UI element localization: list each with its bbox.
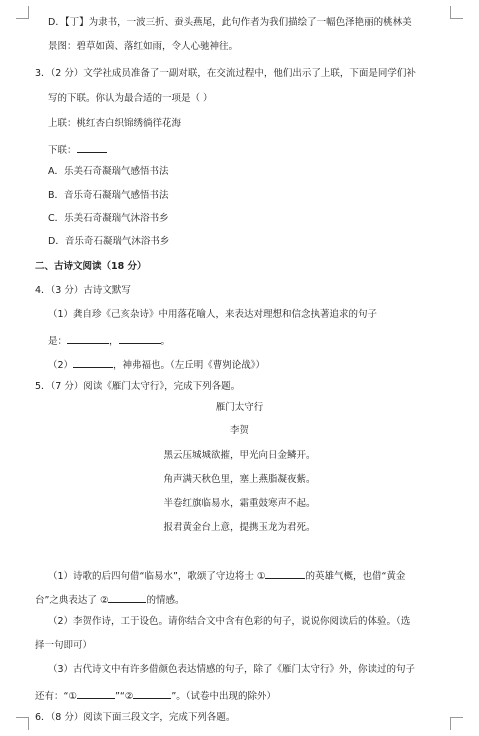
q4-part2-text: ，神弗福也。（左丘明《曹刿论战》） [113,360,266,371]
q4-part1-period: 。 [160,336,171,347]
q3-stem-line2: 写的下联。你认为最合适的一项是（ ） [48,93,213,104]
q5-sub2-line2: 择一句即可） [35,640,93,651]
crop-mark-bottom-right [450,717,463,730]
q5-blank-4[interactable] [133,687,171,699]
q4-blank-1[interactable] [67,332,109,344]
poem-line-3: 半卷红旗临易水，霜重鼓寒声不起。 [163,498,316,509]
q3-xialian [48,141,107,158]
q3-option-d: D．音乐奇石凝瑞气沐浴书乡 [48,236,170,247]
poem-author: 李贺 [229,425,249,436]
q3-option-c: C．乐美石奇凝瑞气沐浴书乡 [48,213,169,224]
q5-blank-1[interactable] [265,567,305,579]
q5-blank-3[interactable] [77,687,115,699]
q4-blank-2[interactable] [119,332,161,344]
q3-option-b: B．音乐奇石凝瑞气感悟书法 [48,190,169,201]
q4-part1-prefix: 是： [48,336,68,347]
q5-sub3-text-a: 还有：“① [35,691,77,702]
q6-head: 6．（8 分）阅读下面三段文字，完成下列各题。 [35,712,236,723]
q4-part2 [48,356,265,373]
q4-part2-prefix: （2） [48,360,74,371]
q5-sub3-text-c: ”。（试卷中出现的除外） [171,691,277,702]
crop-mark-top-left [16,6,29,19]
q4-part1-comma: ， [109,336,119,347]
option-d-line1: D．【丁】为隶书，一波三折、蚕头燕尾，此句作者为我们描绘了一幅色泽艳丽的桃林美 [48,17,412,28]
q5-sub1-text-d: 的情感。 [146,595,185,606]
option-d-line2: 景图：碧草如茵、落红如雨，令人心驰神往。 [48,41,239,52]
q5-sub1-text-a: （1）诗歌的后四句借“临易水”，歌颂了守边将士 ① [48,571,266,582]
poem-line-4: 报君黄金台上意，提携玉龙为君死。 [163,522,316,533]
q5-sub1-text-b: 的英雄气概，也借“黄金 [305,571,406,582]
q4-part1-line2 [48,332,170,349]
q4-part1-line1: （1）龚自珍《己亥杂诗》中用落花喻人，来表达对理想和信念执著追求的句子 [48,309,378,320]
q5-sub3-text-b: ”“② [114,691,134,702]
q3-xialian-label: 下联： [48,145,77,156]
q3-stem-line1: 3．（2 分）文学社成员准备了一副对联，在交流过程中，他们出示了上联，下面是同学们补 [35,68,416,79]
q5-sub2-line1: （2）李贺作诗，工于设色。请你结合文中含有色彩的句子，说说你阅读后的体验。（选 [48,616,411,627]
poem-line-1: 黑云压城城欲摧，甲光向日金鳞开。 [163,450,316,461]
crop-mark-top-right [450,6,463,19]
q5-sub1-line2 [35,591,184,608]
q5-sub1-text-c: 台”之典表达了 ② [35,595,109,606]
section2-title: 二、古诗文阅读（18 分） [35,261,147,272]
q4-blank-3[interactable] [73,356,113,368]
poem-title: 雁门太守行 [215,402,264,413]
q5-head: 5．（7 分）阅读《雁门太守行》，完成下列各题。 [35,381,241,392]
q5-blank-2[interactable] [108,591,146,603]
q3-option-a: A．乐美石奇凝瑞气感悟书法 [48,166,169,177]
poem-line-2: 角声满天秋色里，塞上燕脂凝夜紫。 [163,474,316,485]
crop-mark-bottom-left [16,717,29,730]
q3-shanglian: 上联：桃红杏白织锦绣徜徉花海 [48,118,182,129]
q5-sub3-line2 [35,687,276,704]
q5-sub1-line1 [48,567,405,584]
q4-head: 4．（3 分）古诗文默写 [35,285,131,296]
q5-sub3-line1: （3）古代诗文中有许多借颜色表达情感的句子，除了《雁门太守行》外，你读过的句子 [48,664,416,675]
q3-xialian-blank[interactable] [77,141,107,153]
